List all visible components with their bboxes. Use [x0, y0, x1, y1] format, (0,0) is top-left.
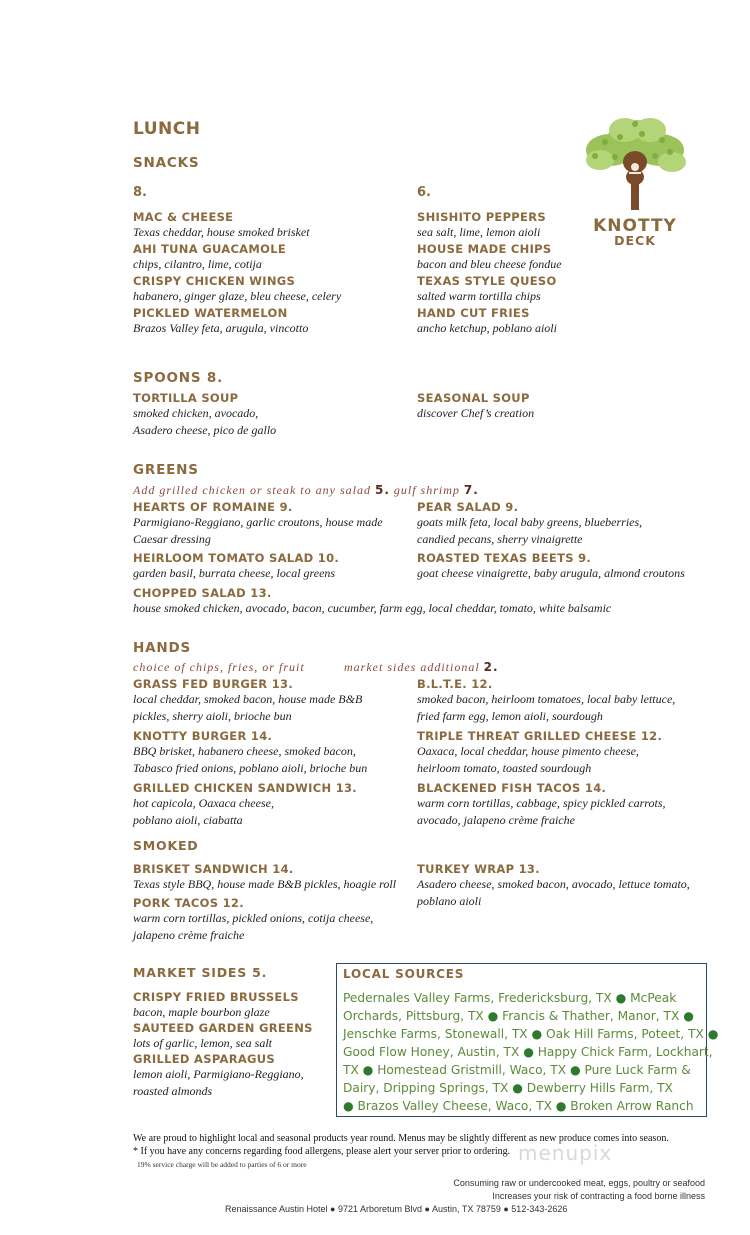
greens-item-4 [417, 551, 737, 582]
smoked-item-3 [133, 896, 418, 944]
source-text: Dairy, Dripping Springs, TX [343, 1081, 509, 1095]
menu-item-desc: bacon, maple bourbon glaze [133, 1005, 270, 1019]
snacks-col2-price: 6. [417, 185, 431, 200]
market-sides-price: 5. [252, 965, 268, 980]
hands-item-5 [133, 781, 418, 829]
source-text: Pedernales Valley Farms, Fredericksburg, TX [343, 991, 612, 1005]
logo-subtitle: DECK [614, 233, 656, 248]
menu-item-desc: hot capicola, Oaxaca cheese, [133, 796, 274, 810]
menu-item-name: GRASS FED BURGER 13. [133, 677, 293, 691]
source-text: Good Flow Honey, Austin, TX [343, 1045, 520, 1059]
menu-item-desc: goats milk feta, local baby greens, blueberries, [417, 515, 643, 529]
menu-item-desc: smoked chicken, avocado, [133, 406, 259, 420]
source-line: Jenschke Farms, Stonewall, TX ● Oak Hill Farms, Poteet, TX ● [343, 1027, 719, 1041]
note-price: 5. [374, 483, 390, 497]
menu-item-name: PEAR SALAD 9. [417, 500, 519, 514]
source-text: Pure Luck Farm & [584, 1063, 691, 1077]
menu-item-desc: smoked bacon, heirloom tomatoes, local baby lettuce, [417, 692, 676, 706]
menu-item-name: SHISHITO PEPPERS [417, 210, 546, 224]
greens-item-2 [417, 500, 717, 548]
source-line: ● Brazos Valley Cheese, Waco, TX ● Broken Arrow Ranch [343, 1099, 694, 1113]
menu-item-desc: Asadero cheese, pico de gallo [133, 423, 277, 437]
footer-note-allergens: * If you have any concerns regarding food allergens, please alert your server prior to ordering. [133, 1146, 511, 1157]
menu-item-desc: Parmigiano-Reggiano, garlic croutons, house made [133, 515, 383, 529]
spoons-price: 8. [206, 370, 224, 386]
market-sides-title: MARKET SIDES [133, 965, 248, 980]
menu-item-desc: poblano aioli, ciabatta [133, 813, 243, 827]
spoons-item-1 [133, 391, 413, 439]
source-line: Good Flow Honey, Austin, TX ● Happy Chick Farm, Lockhart, [343, 1045, 713, 1059]
note-text: gulf shrimp [393, 483, 460, 497]
watermark: menupix [518, 1141, 613, 1165]
hotel-address: Renaissance Austin Hotel ● 9721 Arboretum Blvd ● Austin, TX 78759 ● 512-343-2626 [225, 1204, 568, 1214]
menu-item-desc: garden basil, burrata cheese, local greens [133, 566, 336, 580]
local-sources-title: LOCAL SOURCES [343, 967, 465, 981]
spoons-title: SPOONS [133, 370, 202, 386]
logo-title: KNOTTY [593, 216, 677, 236]
source-line: TX ● Homestead Gristmill, Waco, TX ● Pure Luck Farm & [343, 1063, 691, 1077]
hands-item-2 [417, 677, 727, 725]
menu-item-desc: lemon aioli, Parmigiano-Reggiano, [133, 1067, 304, 1081]
menu-item-desc: warm corn tortillas, pickled onions, cotija cheese, [133, 911, 374, 925]
menu-item-desc: BBQ brisket, habanero cheese, smoked bacon, [133, 744, 356, 758]
menu-item-desc: Tabasco fried onions, poblano aioli, brioche bun [133, 761, 368, 775]
note-text: market sides additional [344, 660, 480, 674]
note-text: Add grilled chicken or steak to any salad [133, 483, 371, 497]
source-text: Dewberry Hills Farm, TX [526, 1081, 673, 1095]
hands-item-4 [417, 729, 727, 777]
menu-item-desc: fried farm egg, lemon aioli, sourdough [417, 709, 603, 723]
menu-item-name: CHOPPED SALAD 13. [133, 586, 272, 600]
hands-heading: HANDS [133, 640, 191, 656]
source-text: Jenschke Farms, Stonewall, TX [343, 1027, 528, 1041]
menu-item-desc: sea salt, lime, lemon aioli [417, 225, 541, 239]
spoons-item-2 [417, 391, 717, 422]
local-sources-list [343, 989, 719, 1115]
source-text: Broken Arrow Ranch [566, 1099, 694, 1113]
footer-service-charge: 19% service charge will be added to parties of 6 or more [137, 1160, 307, 1169]
menu-item-name: SEASONAL SOUP [417, 391, 530, 405]
menu-item-desc: poblano aioli [417, 894, 482, 908]
menu-item-desc: salted warm tortilla chips [417, 289, 541, 303]
hands-item-3 [133, 729, 418, 777]
menu-item-desc: chips, cilantro, lime, cotija [133, 257, 262, 271]
menu-item-desc: avocado, jalapeno crème fraiche [417, 813, 575, 827]
source-text: McPeak [630, 991, 677, 1005]
menu-item-name: HAND CUT FRIES [417, 306, 530, 320]
menu-item-desc: warm corn tortillas, cabbage, spicy pickled carrots, [417, 796, 666, 810]
menu-item-desc: Brazos Valley feta, arugula, vincotto [133, 321, 309, 335]
menu-item-desc: roasted almonds [133, 1084, 213, 1098]
note-price: 7. [463, 483, 479, 497]
menu-item-name: BLACKENED FISH TACOS 14. [417, 781, 607, 795]
snacks-heading: SNACKS [133, 155, 200, 171]
menu-item-desc: Asadero cheese, smoked bacon, avocado, lettuce tomato, [417, 877, 690, 891]
greens-item-3 [133, 551, 418, 582]
menu-item-desc: bacon and bleu cheese fondue [417, 257, 562, 271]
menu-item-desc: goat cheese vinaigrette, baby arugula, almond croutons [417, 566, 685, 580]
menu-item-name: PORK TACOS 12. [133, 896, 244, 910]
source-text: Orchards, Pittsburg, TX [343, 1009, 484, 1023]
menu-item-desc: discover Chef’s creation [417, 406, 535, 420]
menu-item-desc: pickles, sherry aioli, brioche bun [133, 709, 292, 723]
smoked-heading: SMOKED [133, 838, 199, 853]
menu-item-name: GRILLED ASPARAGUS [133, 1052, 276, 1066]
source-line: Dairy, Dripping Springs, TX ● Dewberry Hills Farm, TX [343, 1081, 673, 1095]
menu-item-name: MAC & CHEESE [133, 210, 234, 224]
menu-item-desc: Oaxaca, local cheddar, house pimento cheese, [417, 744, 639, 758]
menu-item-desc: Texas style BBQ, house made B&B pickles, hoagie roll [133, 877, 397, 891]
greens-item-1 [133, 500, 418, 548]
local-sources-box [336, 963, 719, 1117]
market-sides-list [133, 990, 333, 1100]
note-price: 2. [483, 660, 499, 674]
menu-item-name: TEXAS STYLE QUESO [417, 274, 557, 288]
tree-guitar-logo-icon [580, 112, 690, 210]
greens-heading: GREENS [133, 462, 199, 478]
menu-item-desc: candied pecans, sherry vinaigrette [417, 532, 583, 546]
source-text: Homestead Gristmill, Waco, TX [377, 1063, 567, 1077]
menu-item-name: B.L.T.E. 12. [417, 677, 493, 691]
menu-item-name: AHI TUNA GUACAMOLE [133, 242, 286, 256]
source-text: Happy Chick Farm, Lockhart, [537, 1045, 713, 1059]
menu-item-desc: jalapeno crème fraiche [133, 928, 245, 942]
menu-item-desc: habanero, ginger glaze, bleu cheese, celery [133, 289, 342, 303]
menu-item-name: HEIRLOOM TOMATO SALAD 10. [133, 551, 340, 565]
menu-item-name: TRIPLE THREAT GRILLED CHEESE 12. [417, 729, 663, 743]
menu-item-name: BRISKET SANDWICH 14. [133, 862, 294, 876]
menu-item-name: TORTILLA SOUP [133, 391, 239, 405]
menu-item-name: HOUSE MADE CHIPS [417, 242, 552, 256]
hands-item-6 [417, 781, 727, 829]
greens-item-5 [133, 586, 733, 617]
source-text: TX [343, 1063, 359, 1077]
menu-item-name: CRISPY FRIED BRUSSELS [133, 990, 299, 1004]
greens-addon-note [133, 483, 479, 498]
menu-item-desc: ancho ketchup, poblano aioli [417, 321, 557, 335]
hands-item-1 [133, 677, 418, 725]
menu-item-desc: lots of garlic, lemon, sea salt [133, 1036, 272, 1050]
source-text: Oak Hill Farms, Poteet, TX [546, 1027, 704, 1041]
source-text: Francis & Thather, Manor, TX [502, 1009, 680, 1023]
page-title: LUNCH [133, 119, 201, 139]
source-line: Orchards, Pittsburg, TX ● Francis & Thather, Manor, TX ● [343, 1009, 694, 1023]
menu-item-desc: Caesar dressing [133, 532, 211, 546]
smoked-item-2 [417, 862, 727, 910]
menu-item-desc: Texas cheddar, house smoked brisket [133, 225, 310, 239]
spoons-heading [133, 370, 223, 386]
snacks-col2 [417, 210, 717, 337]
market-sides-heading [133, 965, 267, 980]
menu-item-name: ROASTED TEXAS BEETS 9. [417, 551, 592, 565]
hands-note-1: choice of chips, fries, or fruit [133, 660, 305, 674]
menu-item-name: TURKEY WRAP 13. [417, 862, 540, 876]
smoked-item-1 [133, 862, 418, 893]
menu-item-name: HEARTS OF ROMAINE 9. [133, 500, 293, 514]
menu-item-name: CRISPY CHICKEN WINGS [133, 274, 296, 288]
menu-item-desc: heirloom tomato, toasted sourdough [417, 761, 592, 775]
snacks-col1 [133, 210, 413, 337]
legal-warning-2: Increases your risk of contracting a food borne illness [492, 1191, 705, 1201]
footer-note-seasonal: We are proud to highlight local and seasonal products year round. Menus may be slightly different as new produce comes into season. [133, 1133, 669, 1144]
menu-item-desc: house smoked chicken, avocado, bacon, cucumber, farm egg, local cheddar, tomato, white balsamic [133, 601, 612, 615]
hands-note-2 [344, 660, 499, 675]
menu-item-desc: local cheddar, smoked bacon, house made B&B [133, 692, 363, 706]
source-line: Pedernales Valley Farms, Fredericksburg, TX ● McPeak [343, 991, 677, 1005]
legal-warning-1: Consuming raw or undercooked meat, eggs, poultry or seafood [453, 1178, 705, 1188]
source-text: Brazos Valley Cheese, Waco, TX [357, 1099, 552, 1113]
menu-item-name: KNOTTY BURGER 14. [133, 729, 273, 743]
snacks-col1-price: 8. [133, 185, 147, 200]
menu-item-name: PICKLED WATERMELON [133, 306, 288, 320]
menu-item-name: SAUTEED GARDEN GREENS [133, 1021, 313, 1035]
menu-item-name: GRILLED CHICKEN SANDWICH 13. [133, 781, 357, 795]
